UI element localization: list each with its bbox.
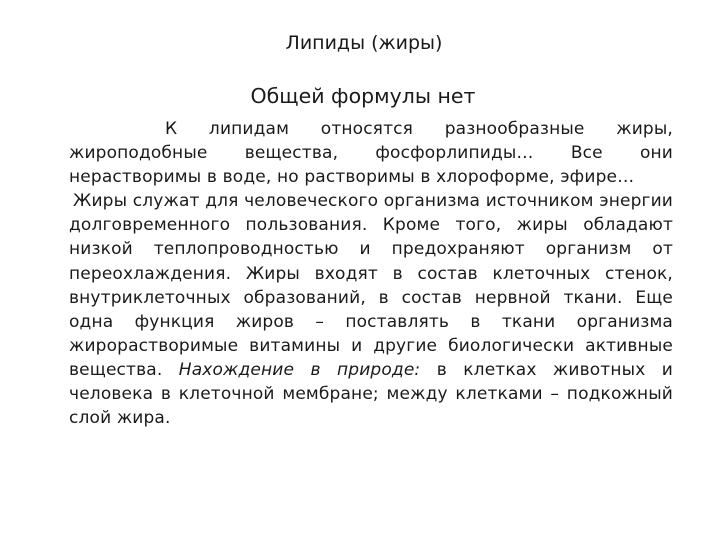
occurrence-text: в клетках животных и человека в клеточной мембране; между клетками – подкожный слой жира. [69, 359, 673, 429]
paragraph-lipids-definition: К липидам относятся разнообразные жиры, жироподобные вещества, фосфорлипиды… Все они нерастворимы в воде, но растворимы в хлороформе, эфире… [69, 119, 673, 188]
slide-title: Липиды (жиры) [285, 32, 443, 54]
slide-body [69, 117, 673, 430]
paragraph-fat-functions-text: Жиры служат для человеческого организма источником энергии долговременного пользования. Кроме того, жиры обладают низкой теплопроводностью и предохраняют организм от переохлаждения. Жиры входят в состав клеточных стенок, внутриклеточных образований, в состав нервной ткани. Еще одна функция жиров – поставлять в ткани организма жирорастворимые витамины и другие биологически активные вещества. [69, 191, 673, 380]
paragraph-fat-functions [69, 189, 673, 430]
occurrence-heading: Нахождение в природе: [178, 359, 421, 380]
slide-subtitle: Общей формулы нет [250, 84, 476, 108]
